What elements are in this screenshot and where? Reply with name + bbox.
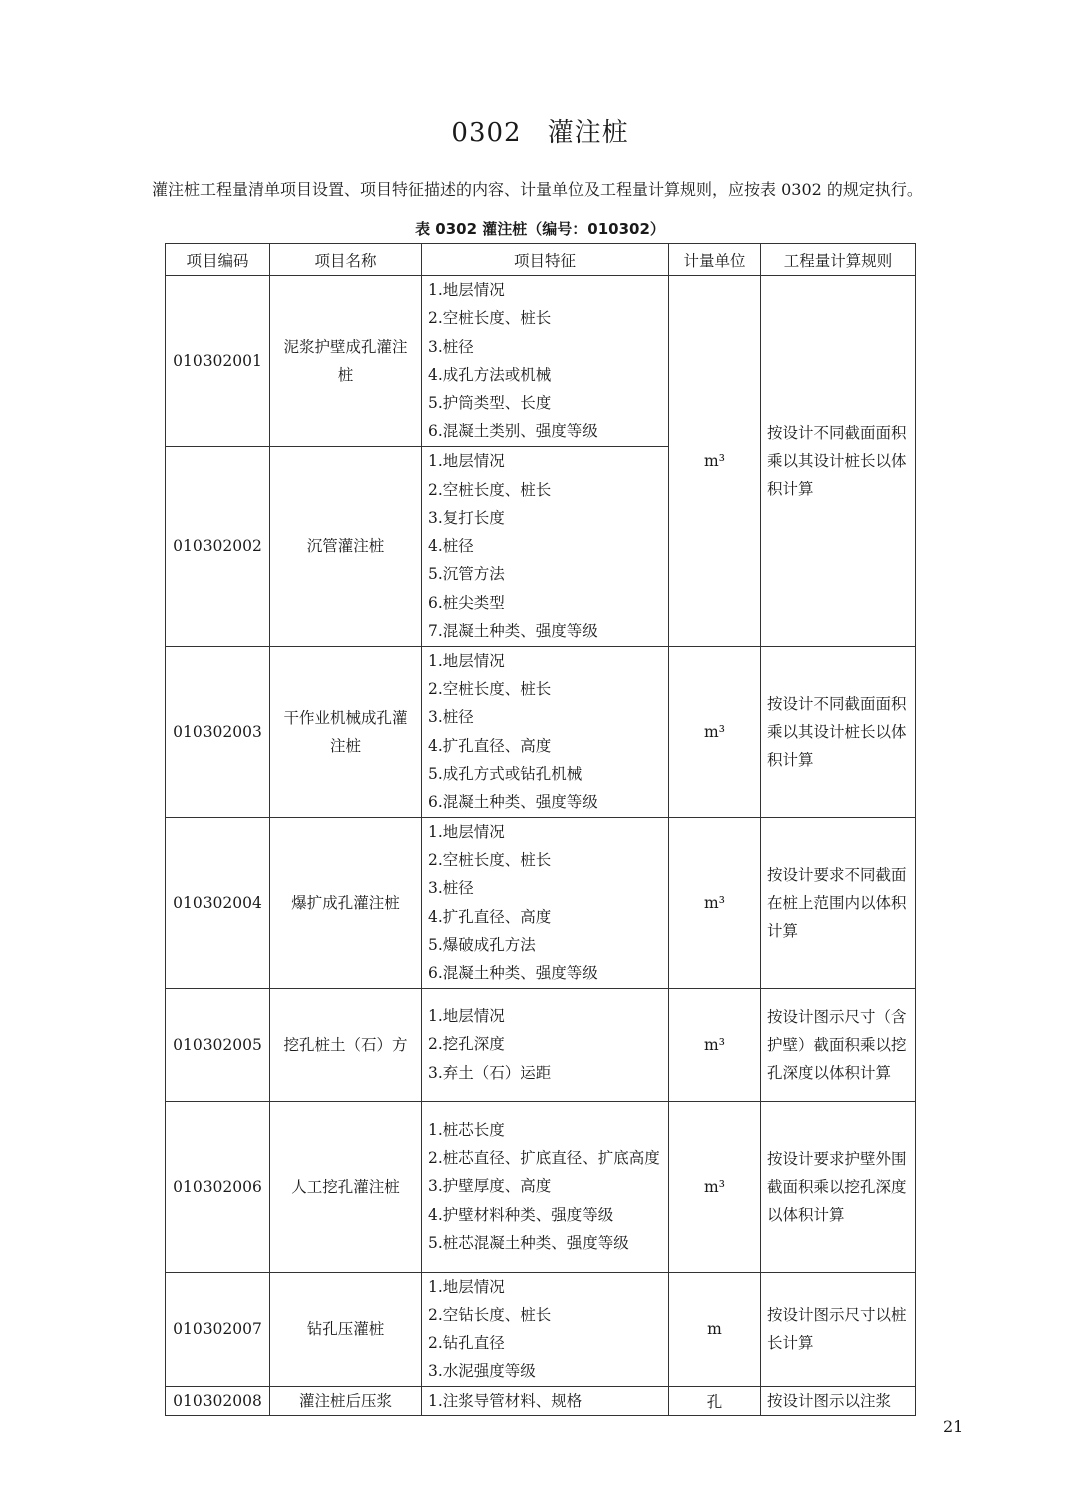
feature-item: 2.桩芯直径、扩底直径、扩底高度 — [428, 1149, 660, 1168]
item-name: 干作业机械成孔灌注桩 — [270, 646, 422, 817]
page-number: 21 — [943, 1417, 964, 1436]
item-rule: 按设计要求不同截面在桩上范围内以体积计算 — [761, 817, 916, 988]
feature-item: 5.桩芯混凝土种类、强度等级 — [428, 1234, 629, 1252]
feature-item: 4.扩孔直径、高度 — [428, 907, 552, 926]
feature-item: 5.爆破成孔方法 — [428, 935, 536, 954]
feature-item: 7.混凝土种类、强度等级 — [428, 622, 598, 641]
feature-item: 3.弃土（石）运距 — [428, 1063, 552, 1082]
feature-item: 2.钻孔直径 — [428, 1334, 505, 1353]
feature-item: 6.混凝土种类、强度等级 — [428, 793, 598, 812]
table-row — [166, 1272, 916, 1386]
table-row — [166, 276, 916, 447]
item-features — [422, 446, 669, 646]
section-title — [0, 112, 1080, 149]
feature-item: 1.地层情况 — [428, 1277, 505, 1296]
feature-item: 3.桩径 — [428, 879, 474, 898]
item-name: 挖孔桩土（石）方 — [270, 988, 422, 1101]
feature-item: 6.混凝土类别、强度等级 — [428, 422, 598, 441]
feature-item: 2.挖孔深度 — [428, 1035, 505, 1054]
item-unit: m³ — [669, 1101, 761, 1272]
feature-item: 4.护壁材料种类、强度等级 — [428, 1205, 614, 1224]
feature-item: 1.注浆导管材料、规格 — [428, 1391, 583, 1410]
feature-item: 4.桩径 — [428, 537, 474, 556]
item-features — [422, 1386, 669, 1415]
feature-item: 4.扩孔直径、高度 — [428, 736, 552, 755]
table-header-row — [166, 244, 916, 276]
feature-item: 3.桩径 — [428, 708, 474, 727]
item-unit: m³ — [669, 988, 761, 1101]
feature-item: 2.空桩长度、桩长 — [428, 850, 552, 869]
item-name: 灌注桩后压浆 — [270, 1386, 422, 1415]
item-features — [422, 988, 669, 1101]
item-features — [422, 646, 669, 817]
table-row — [166, 646, 916, 817]
feature-item: 2.空桩长度、桩长 — [428, 680, 552, 699]
item-code: 010302007 — [166, 1272, 270, 1386]
header-name: 项目名称 — [270, 244, 422, 276]
feature-item: 3.复打长度 — [428, 508, 505, 527]
item-rule: 按设计图示尺寸以桩长计算 — [761, 1272, 916, 1386]
feature-item: 6.混凝土种类、强度等级 — [428, 964, 598, 983]
feature-item: 2.空桩长度、桩长 — [428, 309, 552, 328]
feature-item: 5.护筒类型、长度 — [428, 394, 552, 413]
item-code: 010302002 — [166, 446, 270, 646]
table-row — [166, 1101, 916, 1272]
feature-item: 1.地层情况 — [428, 651, 505, 670]
item-code: 010302006 — [166, 1101, 270, 1272]
feature-item: 5.沉管方法 — [428, 565, 505, 584]
table-row — [166, 988, 916, 1101]
item-rule: 按设计不同截面面积乘以其设计桩长以体积计算 — [761, 276, 916, 647]
feature-item: 1.地层情况 — [428, 281, 505, 299]
item-code: 010302008 — [166, 1386, 270, 1415]
item-name: 钻孔压灌桩 — [270, 1272, 422, 1386]
intro-paragraph: 灌注桩工程量清单项目设置、项目特征描述的内容、计量单位及工程量计算规则，应按表 0302 的规定执行。 — [152, 180, 923, 199]
feature-item: 1.桩芯长度 — [428, 1120, 505, 1139]
feature-item: 3.护壁厚度、高度 — [428, 1177, 552, 1196]
table-caption: 表 0302 灌注桩（编号：010302） — [415, 220, 665, 238]
item-code: 010302003 — [166, 646, 270, 817]
table-row — [166, 817, 916, 988]
item-features — [422, 1101, 669, 1272]
feature-item: 6.桩尖类型 — [428, 593, 505, 612]
item-rule: 按设计不同截面面积乘以其设计桩长以体积计算 — [761, 646, 916, 817]
feature-item: 3.水泥强度等级 — [428, 1362, 536, 1381]
feature-item: 3.桩径 — [428, 337, 474, 356]
item-unit: m — [669, 1272, 761, 1386]
section-code: 0302 — [451, 118, 522, 148]
feature-item: 2.空钻长度、桩长 — [428, 1305, 552, 1324]
item-unit: m³ — [669, 817, 761, 988]
header-code: 项目编码 — [166, 244, 270, 276]
item-code: 010302001 — [166, 276, 270, 447]
feature-item: 1.地层情况 — [428, 1007, 505, 1026]
item-name: 沉管灌注桩 — [270, 446, 422, 646]
item-name: 爆扩成孔灌注桩 — [270, 817, 422, 988]
item-rule: 按设计图示以注浆 — [761, 1386, 916, 1415]
feature-item: 1.地层情况 — [428, 822, 505, 841]
table-row — [166, 1386, 916, 1415]
item-unit: m³ — [669, 646, 761, 817]
item-name: 泥浆护壁成孔灌注桩 — [270, 276, 422, 447]
item-code: 010302005 — [166, 988, 270, 1101]
item-features — [422, 276, 669, 447]
header-rule: 工程量计算规则 — [761, 244, 916, 276]
item-name: 人工挖孔灌注桩 — [270, 1101, 422, 1272]
item-code: 010302004 — [166, 817, 270, 988]
header-features: 项目特征 — [422, 244, 669, 276]
item-rule: 按设计图示尺寸（含护壁）截面积乘以挖孔深度以体积计算 — [761, 988, 916, 1101]
feature-item: 1.地层情况 — [428, 452, 505, 471]
item-rule: 按设计要求护壁外围截面积乘以挖孔深度以体积计算 — [761, 1101, 916, 1272]
pile-spec-table — [165, 243, 916, 1416]
item-unit: 孔 — [669, 1386, 761, 1415]
header-unit: 计量单位 — [669, 244, 761, 276]
item-features — [422, 1272, 669, 1386]
feature-item: 5.成孔方式或钻孔机械 — [428, 764, 583, 783]
feature-item: 4.成孔方法或机械 — [428, 365, 552, 384]
item-unit: m³ — [669, 276, 761, 647]
item-features — [422, 817, 669, 988]
feature-item: 2.空桩长度、桩长 — [428, 480, 552, 499]
section-name: 灌注桩 — [547, 118, 629, 148]
